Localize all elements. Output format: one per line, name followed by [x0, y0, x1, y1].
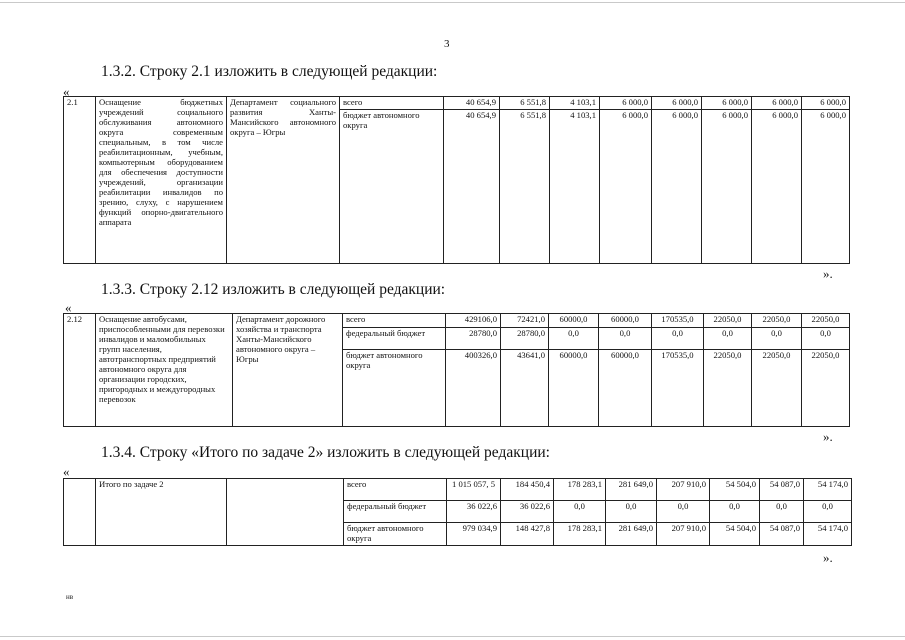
- source-cell: бюджет автономного округа: [344, 523, 447, 546]
- value-cell: 0,0: [704, 328, 752, 350]
- value-cell: 0,0: [652, 328, 704, 350]
- value-cell: 54 087,0: [760, 523, 804, 546]
- value-cell: 207 910,0: [657, 523, 710, 546]
- value-cell: 6 000,0: [652, 97, 702, 110]
- value-cell: 0,0: [599, 328, 652, 350]
- value-cell: 281 649,0: [606, 523, 657, 546]
- value-cell: 22050,0: [752, 314, 802, 328]
- value-cell: 22050,0: [704, 350, 752, 427]
- value-cell: 0,0: [802, 328, 850, 350]
- value-cell: 0,0: [752, 328, 802, 350]
- section-heading-1-3-2: 1.3.2. Строку 2.1 изложить в следующей редакции:: [101, 63, 438, 80]
- source-cell: всего: [343, 314, 446, 328]
- source-cell: федеральный бюджет: [344, 501, 447, 523]
- close-quote: ».: [823, 266, 833, 281]
- value-cell: 6 551,8: [500, 97, 550, 110]
- section-heading-1-3-4: 1.3.4. Строку «Итого по задаче 2» изложить в следующей редакции:: [101, 444, 550, 461]
- value-cell: 281 649,0: [606, 479, 657, 501]
- row-number-cell: 2.12: [64, 314, 96, 427]
- value-cell: 207 910,0: [657, 479, 710, 501]
- value-cell: 40 654,9: [444, 109, 500, 263]
- source-cell: федеральный бюджет: [343, 328, 446, 350]
- value-cell: 0,0: [554, 501, 606, 523]
- value-cell: 178 283,1: [554, 523, 606, 546]
- value-cell: 148 427,8: [501, 523, 554, 546]
- value-cell: 0,0: [606, 501, 657, 523]
- value-cell: 6 551,8: [500, 109, 550, 263]
- value-cell: 22050,0: [752, 350, 802, 427]
- value-cell: 36 022,6: [501, 501, 554, 523]
- open-quote: «: [63, 84, 70, 99]
- executor-cell: Департамент дорожного хозяйства и транспорта Ханты-Мансийского автономного округа – Югры: [233, 314, 343, 427]
- source-cell: всего: [340, 97, 444, 110]
- value-cell: 22050,0: [704, 314, 752, 328]
- value-cell: 6 000,0: [702, 109, 752, 263]
- value-cell: 170535,0: [652, 350, 704, 427]
- value-cell: 4 103,1: [550, 97, 600, 110]
- value-cell: 28780,0: [446, 328, 501, 350]
- page-number: 3: [444, 38, 450, 50]
- value-cell: 54 504,0: [710, 479, 760, 501]
- value-cell: 178 283,1: [554, 479, 606, 501]
- value-cell: 6 000,0: [600, 97, 652, 110]
- event-name-cell: Оснащение бюджетных учреждений социального обслуживания автономного округа современным специальным, в том числе реабилитационным, учебным, компьютерным оборудованием для обеспечения доступности учреждений, организации реабилитации инвалидов по зрению, слуху, с нарушением функций опорно-двигательного аппарата: [96, 97, 227, 264]
- value-cell: 36 022,6: [447, 501, 501, 523]
- section-heading-1-3-3: 1.3.3. Строку 2.12 изложить в следующей редакции:: [101, 281, 446, 298]
- table-row-total-task-2: [63, 478, 852, 546]
- close-quote: ».: [823, 550, 833, 565]
- close-quote: ».: [823, 429, 833, 444]
- value-cell: 6 000,0: [752, 97, 802, 110]
- value-cell: 1 015 057, 5: [447, 479, 501, 501]
- value-cell: 72421,0: [501, 314, 549, 328]
- table-row-2-12: [63, 313, 850, 427]
- executor-cell: Департамент социального развития Ханты-Мансийского автономного округа – Югры: [227, 97, 340, 264]
- value-cell: 0,0: [710, 501, 760, 523]
- table-row-2-1: [63, 96, 850, 264]
- value-cell: 0,0: [804, 501, 852, 523]
- open-quote: «: [63, 464, 70, 479]
- value-cell: 184 450,4: [501, 479, 554, 501]
- value-cell: 43641,0: [501, 350, 549, 427]
- event-name-cell: Оснащение автобусами, приспособленными для перевозки инвалидов и маломобильных групп населения, автотранспортных предприятий автономного округа для организации городских, пригородных и междугородных перевозок: [96, 314, 233, 427]
- value-cell: 6 000,0: [752, 109, 802, 263]
- source-cell: бюджет автономного округа: [343, 350, 446, 427]
- executor-cell: [227, 479, 344, 546]
- value-cell: 54 174,0: [804, 479, 852, 501]
- footer-mark: нв: [66, 593, 74, 601]
- value-cell: 22050,0: [802, 350, 850, 427]
- scan-edge-bottom: [0, 636, 905, 637]
- value-cell: 4 103,1: [550, 109, 600, 263]
- value-cell: 6 000,0: [652, 109, 702, 263]
- row-number-cell: 2.1: [64, 97, 96, 264]
- value-cell: 60000,0: [549, 314, 599, 328]
- value-cell: 6 000,0: [802, 97, 850, 110]
- value-cell: 400326,0: [446, 350, 501, 427]
- value-cell: 22050,0: [802, 314, 850, 328]
- value-cell: 6 000,0: [702, 97, 752, 110]
- event-name-cell: Итого по задаче 2: [96, 479, 227, 546]
- value-cell: 60000,0: [549, 350, 599, 427]
- value-cell: 54 174,0: [804, 523, 852, 546]
- value-cell: 0,0: [760, 501, 804, 523]
- value-cell: 40 654,9: [444, 97, 500, 110]
- value-cell: 6 000,0: [600, 109, 652, 263]
- scan-edge-top: [0, 2, 905, 3]
- row-number-cell: [64, 479, 96, 546]
- value-cell: 429106,0: [446, 314, 501, 328]
- value-cell: 60000,0: [599, 314, 652, 328]
- open-quote: «: [65, 300, 72, 315]
- value-cell: 60000,0: [599, 350, 652, 427]
- value-cell: 28780,0: [501, 328, 549, 350]
- value-cell: 979 034,9: [447, 523, 501, 546]
- value-cell: 54 504,0: [710, 523, 760, 546]
- value-cell: 170535,0: [652, 314, 704, 328]
- value-cell: 6 000,0: [802, 109, 850, 263]
- source-cell: бюджет автономного округа: [340, 109, 444, 263]
- value-cell: 0,0: [549, 328, 599, 350]
- value-cell: 54 087,0: [760, 479, 804, 501]
- value-cell: 0,0: [657, 501, 710, 523]
- source-cell: всего: [344, 479, 447, 501]
